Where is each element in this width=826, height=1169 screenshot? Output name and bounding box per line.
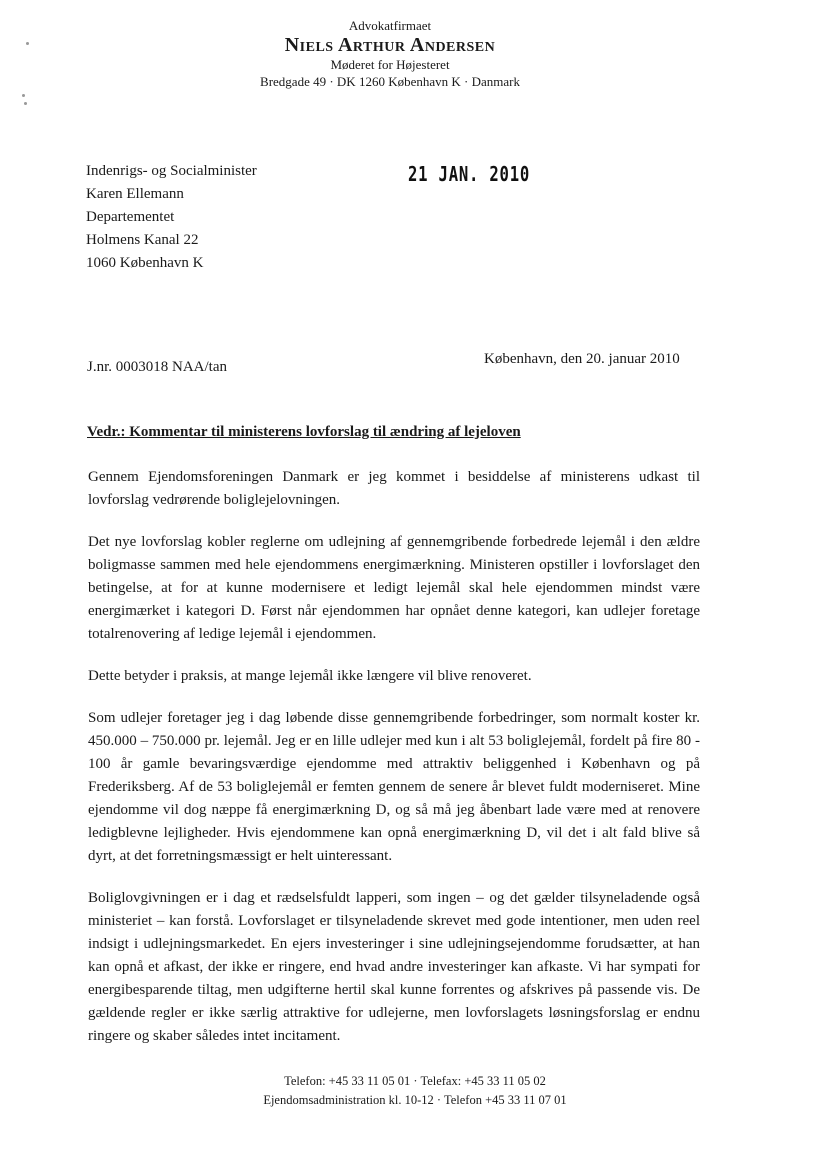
recipient-line: 1060 København K [86, 255, 204, 271]
letterhead [200, 18, 580, 89]
firm-name: Niels Arthur Andersen [284, 34, 496, 56]
firm-label: Advokatfirmaet [348, 18, 432, 33]
firm-address: Bredgade 49 · DK 1260 København K · Danmark [260, 74, 520, 89]
body-paragraph: Dette betyder i praksis, at mange lejemål ikke længere vil blive renoveret. [88, 668, 532, 684]
firm-subtitle: Møderet for Højesteret [330, 57, 450, 72]
scan-speck [24, 102, 27, 105]
letter-footer [200, 1072, 630, 1110]
footer-phone-fax: Telefon: +45 33 11 05 01 · Telefax: +45 33 11 05 02 [284, 1074, 546, 1088]
recipient-line: Karen Ellemann [86, 186, 184, 202]
received-date-stamp: 21 JAN. 2010 [408, 162, 531, 186]
footer-administration: Ejendomsadministration kl. 10-12 · Telefon +45 33 11 07 01 [263, 1093, 567, 1107]
body-paragraph: Det nye lovforslag kobler reglerne om udlejning af gennemgribende forbedrede lejemål i den ældre boligmasse sammen med hele ejendommens energimærkning. Ministeren opstiller i lovforslaget den betingelse, at for at kunne modernisere et ledigt lejemål skal hele ejendommen mindst være energimærket i kategori D. Først når ejendommen har opnået denne kategori, kan udlejer foretage totalrenovering af ledige lejemål i ejendommen. [88, 534, 700, 642]
subject-line: Vedr.: Kommentar til ministerens lovforslag til ændring af lejeloven [87, 424, 521, 440]
body-paragraph: Boliglovgivningen er i dag et rædselsfuldt lapperi, som ingen – og det gælder tilsyneladende også ministeriet – kan forstå. Lovforslaget er tilsyneladende skrevet med gode intentioner, men uden reel indsigt i udlejningsmarkedet. En ejers investeringer i sine udlejningsejendomme forudsætter, at han kan opnå et afkast, der ikke er ringere, end hvad andre investeringer kan afkaste. Vi har sympati for energibesparende tiltag, men udgifterne hertil skal kunne forrentes og afskrives på passende vis. De gældende regler er ikke særlig attraktive for udlejerne, men lovforslagets løsningsforslag er endnu ringere og skaber således intet incitament. [88, 890, 700, 1044]
reference-number: J.nr. 0003018 NAA/tan [87, 359, 227, 375]
recipient-line: Indenrigs- og Socialminister [86, 163, 257, 179]
letter-date: København, den 20. januar 2010 [484, 351, 680, 367]
recipient-line: Holmens Kanal 22 [86, 232, 199, 248]
letter-body [88, 466, 700, 1067]
recipient-line: Departementet [86, 209, 175, 225]
recipient-address [86, 160, 257, 275]
body-paragraph: Som udlejer foretager jeg i dag løbende disse gennemgribende forbedringer, som normalt koster kr. 450.000 – 750.000 pr. lejemål. Jeg er en lille udlejer med kun i alt 53 boliglejemål, fordelt på fire 80 - 100 år gamle bevaringsværdige ejendomme med attraktiv beliggenhed i København og på Frederiksberg. Af de 53 boliglejemål er femten gennem de senere år blevet fuldt moderniseret. Mine ejendomme vil dog næppe få energimærkning D, og så må jeg åbenbart lade være med at renovere ledigblevne lejligheder. Hvis ejendommene kan opnå energimærkning D, vil det i alt fald blive så dyrt, at det forretningsmæssigt er helt uinteressant. [88, 710, 700, 864]
scan-speck [26, 42, 29, 45]
body-paragraph: Gennem Ejendomsforeningen Danmark er jeg kommet i besiddelse af ministerens udkast til lovforslag vedrørende boliglejelovningen. [88, 469, 700, 508]
scan-speck [22, 94, 25, 97]
